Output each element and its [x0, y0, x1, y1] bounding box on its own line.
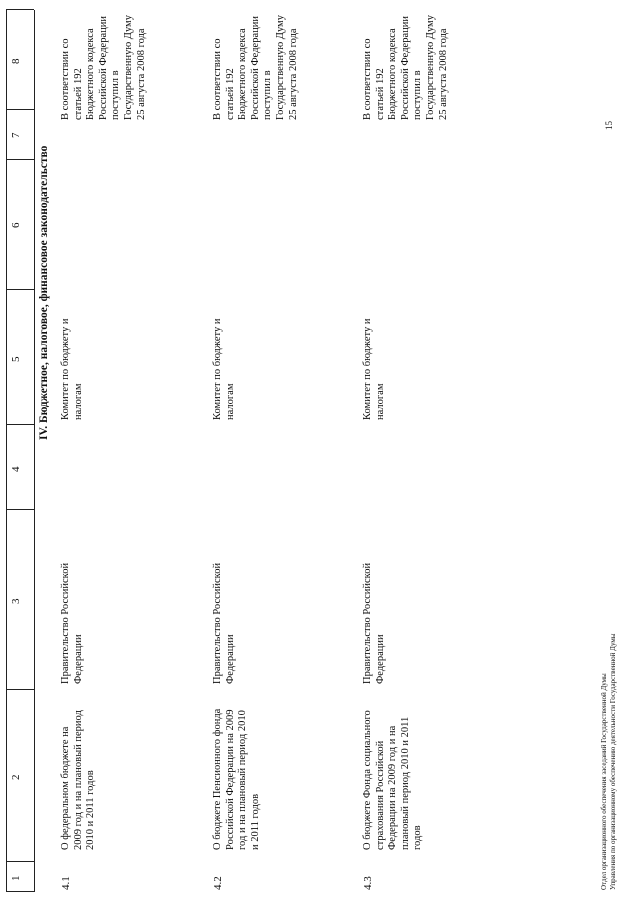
column-number-6: 6	[10, 222, 22, 228]
note: В соответствии со статьей 192 Бюджетного кодекса Российской Федерации поступил в Государственную Думу 25 августа 2008 года	[60, 15, 147, 120]
footer-line-2: Управления по организационному обеспечению деятельности Государственной Думы	[609, 633, 617, 890]
note: В соответствии со статьей 192 Бюджетного кодекса Российской Федерации поступил в Государственную Думу 25 августа 2008 года	[362, 15, 449, 120]
bill-title: О федеральном бюджете на 2009 год и на плановый период 2010 и 2011 годов	[60, 710, 97, 850]
initiator: Правительство Российской Федерации	[212, 562, 236, 684]
column-number-2: 2	[10, 774, 22, 780]
row-number: 4.1	[60, 876, 72, 890]
initiator: Правительство Российской Федерации	[60, 562, 84, 684]
column-number-5: 5	[10, 356, 22, 362]
bill-title: О бюджете Фонда социального страхования Российской Федерации на 2009 год и на плановый период 2010 и 2011 годов	[362, 710, 424, 850]
column-number-1: 1	[10, 875, 22, 881]
row-number: 4.2	[212, 876, 224, 890]
column-number-3: 3	[10, 598, 22, 604]
bill-title: О бюджете Пенсионного фонда Российской Федерации на 2009 год и на плановый период 2010 и 2011 годов	[212, 708, 261, 850]
responsible-committee: Комитет по бюджету и налогам	[60, 318, 84, 420]
note: В соответствии со статьей 192 Бюджетного кодекса Российской Федерации поступил в Государственную Думу 25 августа 2008 года	[212, 15, 299, 120]
section-title: IV. Бюджетное, налоговое, финансовое законодательство	[38, 145, 50, 440]
initiator: Правительство Российской Федерации	[362, 562, 386, 684]
footer-line-1: Отдел организационного обеспечения заседаний Государственной Думы	[600, 673, 608, 890]
footer	[600, 470, 618, 890]
row-number: 4.3	[362, 876, 374, 890]
column-number-4: 4	[10, 466, 22, 472]
column-number-7: 7	[10, 132, 22, 138]
page-number: 15	[604, 121, 614, 130]
responsible-committee: Комитет по бюджету и налогам	[362, 318, 386, 420]
column-number-8: 8	[10, 58, 22, 64]
responsible-committee: Комитет по бюджету и налогам	[212, 318, 236, 420]
